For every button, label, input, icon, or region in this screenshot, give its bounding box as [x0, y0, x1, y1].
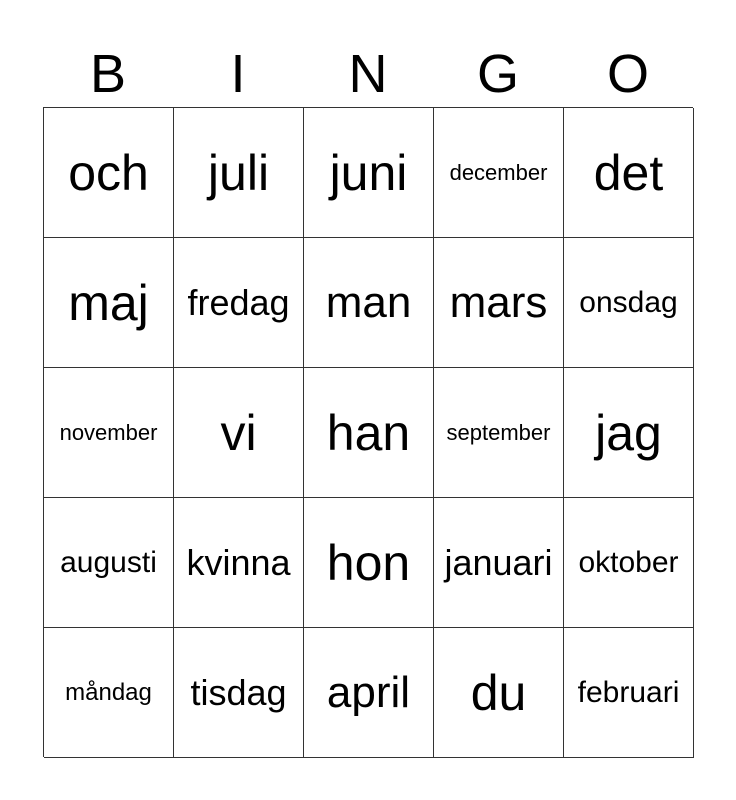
bingo-cell[interactable]: han	[304, 368, 434, 498]
bingo-cell[interactable]: januari	[434, 498, 564, 628]
bingo-cell[interactable]: man	[304, 238, 434, 368]
bingo-cell[interactable]: det	[564, 108, 694, 238]
bingo-cell[interactable]: onsdag	[564, 238, 694, 368]
bingo-cell[interactable]: du	[434, 628, 564, 758]
bingo-cell[interactable]: mars	[434, 238, 564, 368]
bingo-cell[interactable]: fredag	[174, 238, 304, 368]
bingo-cell[interactable]: kvinna	[174, 498, 304, 628]
bingo-cell[interactable]: juni	[304, 108, 434, 238]
bingo-cell[interactable]: vi	[174, 368, 304, 498]
header-letter-b: B	[89, 44, 127, 104]
bingo-cell[interactable]: jag	[564, 368, 694, 498]
bingo-cell[interactable]: augusti	[44, 498, 174, 628]
bingo-cell[interactable]: november	[44, 368, 174, 498]
header-letter-n: N	[348, 44, 388, 104]
bingo-cell[interactable]: februari	[564, 628, 694, 758]
bingo-cell[interactable]: och	[44, 108, 174, 238]
bingo-cell[interactable]: december	[434, 108, 564, 238]
header-letter-o: O	[606, 44, 649, 104]
bingo-cell[interactable]: oktober	[564, 498, 694, 628]
bingo-header	[43, 40, 693, 108]
header-letter-g: G	[476, 44, 519, 104]
bingo-cell[interactable]: september	[434, 368, 564, 498]
bingo-cell[interactable]: maj	[44, 238, 174, 368]
bingo-cell[interactable]: tisdag	[174, 628, 304, 758]
bingo-cell[interactable]: juli	[174, 108, 304, 238]
bingo-board	[43, 107, 693, 757]
bingo-cell[interactable]: hon	[304, 498, 434, 628]
bingo-cell[interactable]: april	[304, 628, 434, 758]
header-letter-i: I	[230, 44, 246, 104]
bingo-cell[interactable]: måndag	[44, 628, 174, 758]
